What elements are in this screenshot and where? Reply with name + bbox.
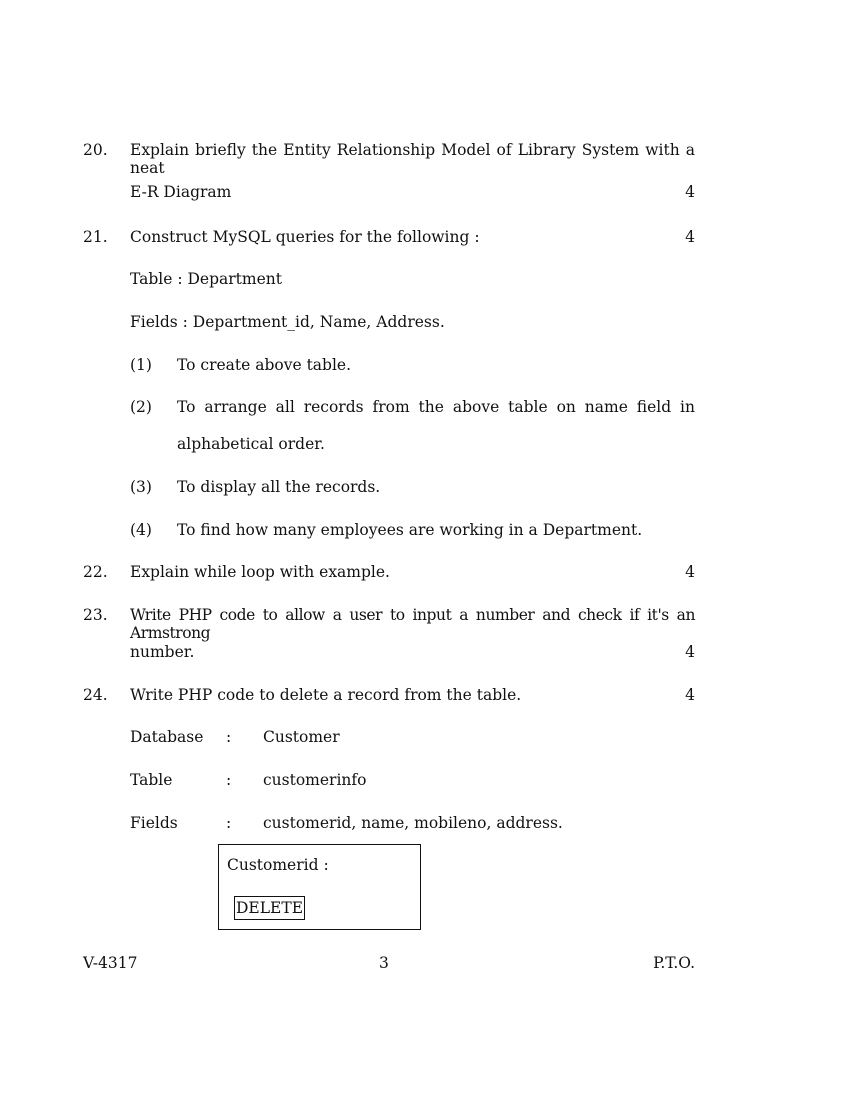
- subpart-label: (2): [130, 398, 152, 416]
- detail-label-database: Database: [130, 728, 204, 746]
- detail-colon: :: [226, 728, 232, 746]
- question-text: Explain while loop with example.: [130, 563, 390, 581]
- question-marks: 4: [685, 228, 695, 246]
- question-number: 21.: [83, 228, 108, 246]
- question-marks: 4: [685, 563, 695, 581]
- question-text-continuation: number.: [130, 643, 195, 661]
- detail-label-fields: Fields: [130, 814, 178, 832]
- subpart-text: To create above table.: [177, 356, 352, 374]
- question-number: 20.: [83, 141, 108, 159]
- question-text: Explain briefly the Entity Relationship Model of Library System with a neat: [130, 141, 695, 177]
- subpart-label: (1): [130, 356, 152, 374]
- customerid-field-label: Customerid :: [227, 856, 329, 874]
- delete-button[interactable]: DELETE: [234, 896, 305, 920]
- question-number: 24.: [83, 686, 108, 704]
- fields-spec-line: Fields : Department_id, Name, Address.: [130, 313, 445, 331]
- question-text-continuation: E-R Diagram: [130, 183, 232, 201]
- page-number: 3: [379, 954, 389, 972]
- subpart-text: To find how many employees are working in a Department.: [177, 521, 643, 539]
- question-marks: 4: [685, 643, 695, 661]
- detail-colon: :: [226, 814, 232, 832]
- subpart-text: To arrange all records from the above table on name field in: [177, 398, 695, 416]
- subpart-text: To display all the records.: [177, 478, 381, 496]
- detail-value-fields: customerid, name, mobileno, address.: [263, 814, 563, 832]
- question-text: Write PHP code to delete a record from the table.: [130, 686, 522, 704]
- detail-value-database: Customer: [263, 728, 340, 746]
- subpart-text-continuation: alphabetical order.: [177, 435, 325, 453]
- question-marks: 4: [685, 183, 695, 201]
- subpart-label: (4): [130, 521, 152, 539]
- table-spec-line: Table : Department: [130, 270, 282, 288]
- question-text: Construct MySQL queries for the following :: [130, 228, 480, 246]
- detail-value-table: customerinfo: [263, 771, 367, 789]
- detail-label-table: Table: [130, 771, 173, 789]
- question-number: 22.: [83, 563, 108, 581]
- pto-label: P.T.O.: [653, 954, 695, 972]
- delete-form-mockup: [218, 844, 421, 930]
- subpart-label: (3): [130, 478, 152, 496]
- paper-code: V-4317: [83, 954, 138, 972]
- question-marks: 4: [685, 686, 695, 704]
- detail-colon: :: [226, 771, 232, 789]
- question-number: 23.: [83, 606, 108, 624]
- question-text: Write PHP code to allow a user to input a number and check if it's an Armstrong: [130, 606, 695, 642]
